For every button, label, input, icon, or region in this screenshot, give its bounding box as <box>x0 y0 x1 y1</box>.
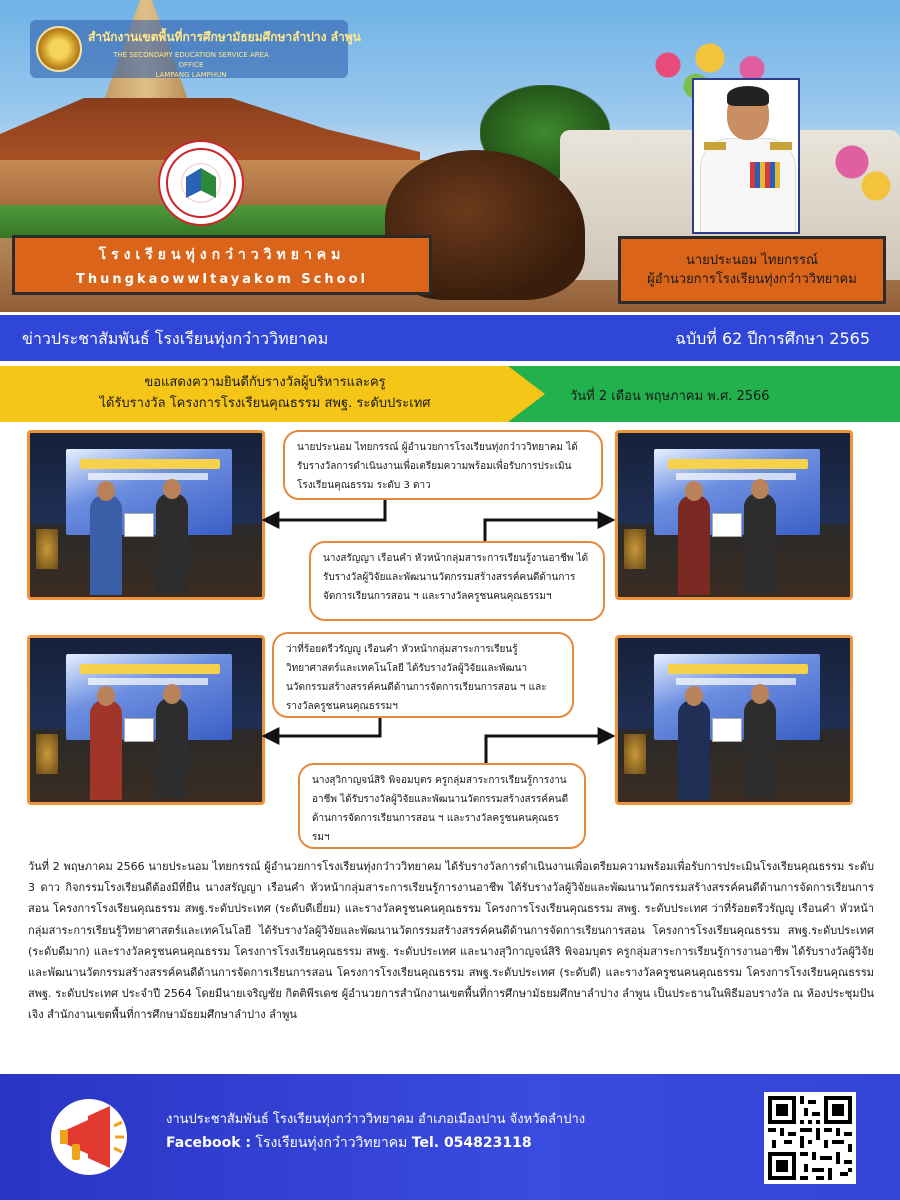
award-photo-waranyu <box>27 635 265 805</box>
headline-band <box>0 366 900 422</box>
screen-subtitle-bar <box>676 473 796 480</box>
office-logo <box>36 26 82 72</box>
news-title: ข่าวประชาสัมพันธ์ โรงเรียนทุ่งกว๋าววิทยาคม <box>22 329 329 348</box>
awardee-head <box>685 686 703 706</box>
awardee-figure <box>678 495 710 595</box>
presenter-head <box>751 684 769 704</box>
school-name-box <box>12 235 432 295</box>
footer-contact <box>166 1132 532 1154</box>
certificate <box>124 513 154 537</box>
award-photo-director <box>27 430 265 600</box>
certificate <box>124 718 154 742</box>
awardee-head <box>685 481 703 501</box>
telephone-number[interactable]: Tel. 054823118 <box>411 1135 532 1151</box>
presenter-figure <box>156 493 188 593</box>
presenter-head <box>163 479 181 499</box>
decorative-plant <box>624 734 646 774</box>
news-date: วันที่ 2 เดือน พฤษภาคม พ.ศ. 2566 <box>570 389 770 404</box>
director-portrait <box>692 78 800 234</box>
headline-text <box>30 372 500 414</box>
screen-subtitle-bar <box>676 678 796 685</box>
callout-sarunya-award: นางสรัญญา เรือนคำ หัวหน้ากลุ่มสาระการเรียนรู้งานอาชีพ ได้รับรางวัลผู้วิจัยและพัฒนานวัตกรรมสร้างสรรค์คนดีด้านการจัดการเรียนการสอน ฯ และรางวัลครูชนคนคุณธรรมฯ <box>309 541 605 621</box>
award-photo-sarunya <box>615 430 853 600</box>
megaphone-icon <box>48 1096 130 1178</box>
school-name-english: ThungkaowwItayakom School <box>76 271 368 287</box>
certificate <box>712 513 742 537</box>
office-name-thai: สำนักงานเขตพื้นที่การศึกษามัธยมศึกษาลำปาง ลำพูน <box>88 30 361 44</box>
portrait-epaulette-left <box>704 142 726 150</box>
certificate <box>712 718 742 742</box>
school-logo <box>158 140 244 226</box>
screen-title-bar <box>668 459 808 469</box>
portrait-uniform <box>700 138 796 234</box>
headline-line1: ขอแสดงความยินดีกับรางวัลผู้บริหารและครู <box>144 375 386 390</box>
portrait-epaulette-right <box>770 142 792 150</box>
screen-title-bar <box>80 459 220 469</box>
screen-subtitle-bar <box>88 473 208 480</box>
footer-department: งานประชาสัมพันธ์ โรงเรียนทุ่งกว๋าววิทยาคม อำเภอเมืองปาน จังหวัดลำปาง <box>166 1112 586 1127</box>
decorative-plant <box>36 529 58 569</box>
office-name-english-line2: LAMPANG LAMPHUN <box>155 71 227 79</box>
decorative-plant <box>624 529 646 569</box>
screen-title-bar <box>668 664 808 674</box>
office-name-english <box>106 50 276 80</box>
presenter-head <box>751 479 769 499</box>
awardee-head <box>97 481 115 501</box>
presenter-figure <box>744 698 776 798</box>
awardee-head <box>97 686 115 706</box>
facebook-page-link[interactable]: โรงเรียนทุ่งกว๋าววิทยาคม <box>251 1135 412 1151</box>
footer <box>0 1074 900 1200</box>
header-banner <box>0 0 900 312</box>
callout-suwikarnsiri-award: นางสุวิกาญจน์สิริ พิจอมบุตร ครูกลุ่มสาระการเรียนรู้การงานอาชีพ ได้รับรางวัลผู้วิจัยและพัฒนานวัตกรรมสร้างสรรค์คนดีด้านการจัดการเรียนการสอน ฯ และรางวัลครูชนคนคุณธรรมฯ <box>298 763 586 849</box>
awardee-figure <box>678 700 710 800</box>
screen-subtitle-bar <box>88 678 208 685</box>
facebook-label: Facebook : <box>166 1135 252 1151</box>
office-name-english-line1: THE SECONDARY EDUCATION SERVICE AREA OFFICE <box>113 51 269 69</box>
arrow-callout3-to-photo3 <box>265 718 380 736</box>
awardee-figure <box>90 495 122 595</box>
presenter-figure <box>156 698 188 798</box>
portrait-hair <box>727 86 769 106</box>
presenter-figure <box>744 493 776 593</box>
arrow-callout2-to-photo2 <box>485 520 612 541</box>
screen-title-bar <box>80 664 220 674</box>
flowers-right-image <box>820 130 900 210</box>
arrow-callout4-to-photo4 <box>486 736 612 763</box>
news-body-paragraph: วันที่ 2 พฤษภาคม 2566 นายประนอม ไทยกรรณ์ ผู้อำนวยการโรงเรียนทุ่งกว๋าววิทยาคม ได้รับรางวัลการดำเนินงานเพื่อเตรียมความพร้อมเพื่อรับการประเมินโรงเรียนคุณธรรม ระดับ 3 ดาว กิจกรรมโรงเรียนดีต้องมีที่ยืน นางสรัญญา เรือนคำ หัวหน้ากลุ่มสาระการเรียนรู้การงานอาชีพ ได้รับรางวัลผู้วิจัยและพัฒนานวัตกรรมสร้างสรรค์คนดีด้านการจัดการเรียนการสอน โครงการโรงเรียนคุณธรรม สพฐ.ระดับประเทศ (ระดับดีเยี่ยม) และรางวัลครูชนคนคุณธรรม โครงการโรงเรียนคุณธรรม สพฐ. ระดับประเทศ ว่าที่ร้อยตรีวรัญญู เรือนคำ หัวหน้ากลุ่มสาระการเรียนรู้วิทยาศาสตร์และเทคโนโลยี ได้รับรางวัลผู้วิจัยและพัฒนานวัตกรรมสร้างสรรค์คนดีด้านการจัดการเรียนการสอน โครงการโรงเรียนคุณธรรม สพฐ.ระดับประเทศ (ระดับดีมาก) และรางวัลครูชนคนคุณธรรม โครงการโรงเรียนคุณธรรม สพฐ. ระดับประเทศ และนางสุวิกาญจน์สิริ พิจอมบุตร ครูกลุ่มสาระการเรียนรู้การงานอาชีพ ได้รับรางวัลผู้วิจัยและพัฒนานวัตกรรมสร้างสรรค์คนดีด้านการจัดการเรียนการสอน โครงการโรงเรียนคุณธรรม สพฐ.ระดับประเทศ (ระดับดี) และรางวัลครูชนคนคุณธรรม โครงการโรงเรียนคุณธรรม สพฐ. ระดับประเทศ ประจำปี 2564 โดยมีนายเจริญชัย กิตติพีรเดช ผู้อำนวยการสำนักงานเขตพื้นที่การศึกษามัธยมศึกษาลำปาง ลำพูน เป็นประธานในพิธีมอบรางวัล ณ ห้องประชุมปันเจิง สำนักงานเขตพื้นที่การศึกษามัธยมศึกษาลำปาง ลำพูน <box>28 860 874 1022</box>
callout-waranyu-award: ว่าที่ร้อยตรีวรัญญู เรือนคำ หัวหน้ากลุ่มสาระการเรียนรู้วิทยาศาสตร์และเทคโนโลยี ได้รับรางวัลผู้วิจัยและพัฒนานวัตกรรมสร้างสรรค์คนดีด้านการจัดการเรียนการสอน ฯ และรางวัลครูชนคนคุณธรรมฯ <box>272 632 574 718</box>
school-name-thai: โรงเรียนทุ่งกว๋าววิทยาคม <box>98 246 346 263</box>
callout-director-award: นายประนอม ไทยกรรณ์ ผู้อำนวยการโรงเรียนทุ่งกว๋าววิทยาคม ได้รับรางวัลการดำเนินงานเพื่อเตรียมความพร้อมเพื่อรับการประเมินโรงเรียนคุณธรรม ระดับ 3 ดาว <box>283 430 603 500</box>
portrait-medals <box>750 162 780 188</box>
news-issue-number: ฉบับที่ 62 ปีการศึกษา 2565 <box>675 329 870 348</box>
decorative-plant <box>36 734 58 774</box>
arrow-callout1-to-photo1 <box>265 500 385 520</box>
director-name: นายประนอม ไทยกรรณ์ <box>685 253 819 268</box>
headline-line2: ได้รับรางวัล โครงการโรงเรียนคุณธรรม สพฐ. ระดับประเทศ <box>99 396 431 411</box>
qr-code-icon[interactable] <box>764 1092 856 1184</box>
director-title: ผู้อำนวยการโรงเรียนทุ่งกว๋าววิทยาคม <box>647 272 857 287</box>
award-photo-suwikarnsiri <box>615 635 853 805</box>
awardee-figure <box>90 700 122 800</box>
news-bar <box>0 312 900 364</box>
presenter-head <box>163 684 181 704</box>
director-name-box <box>618 236 886 304</box>
